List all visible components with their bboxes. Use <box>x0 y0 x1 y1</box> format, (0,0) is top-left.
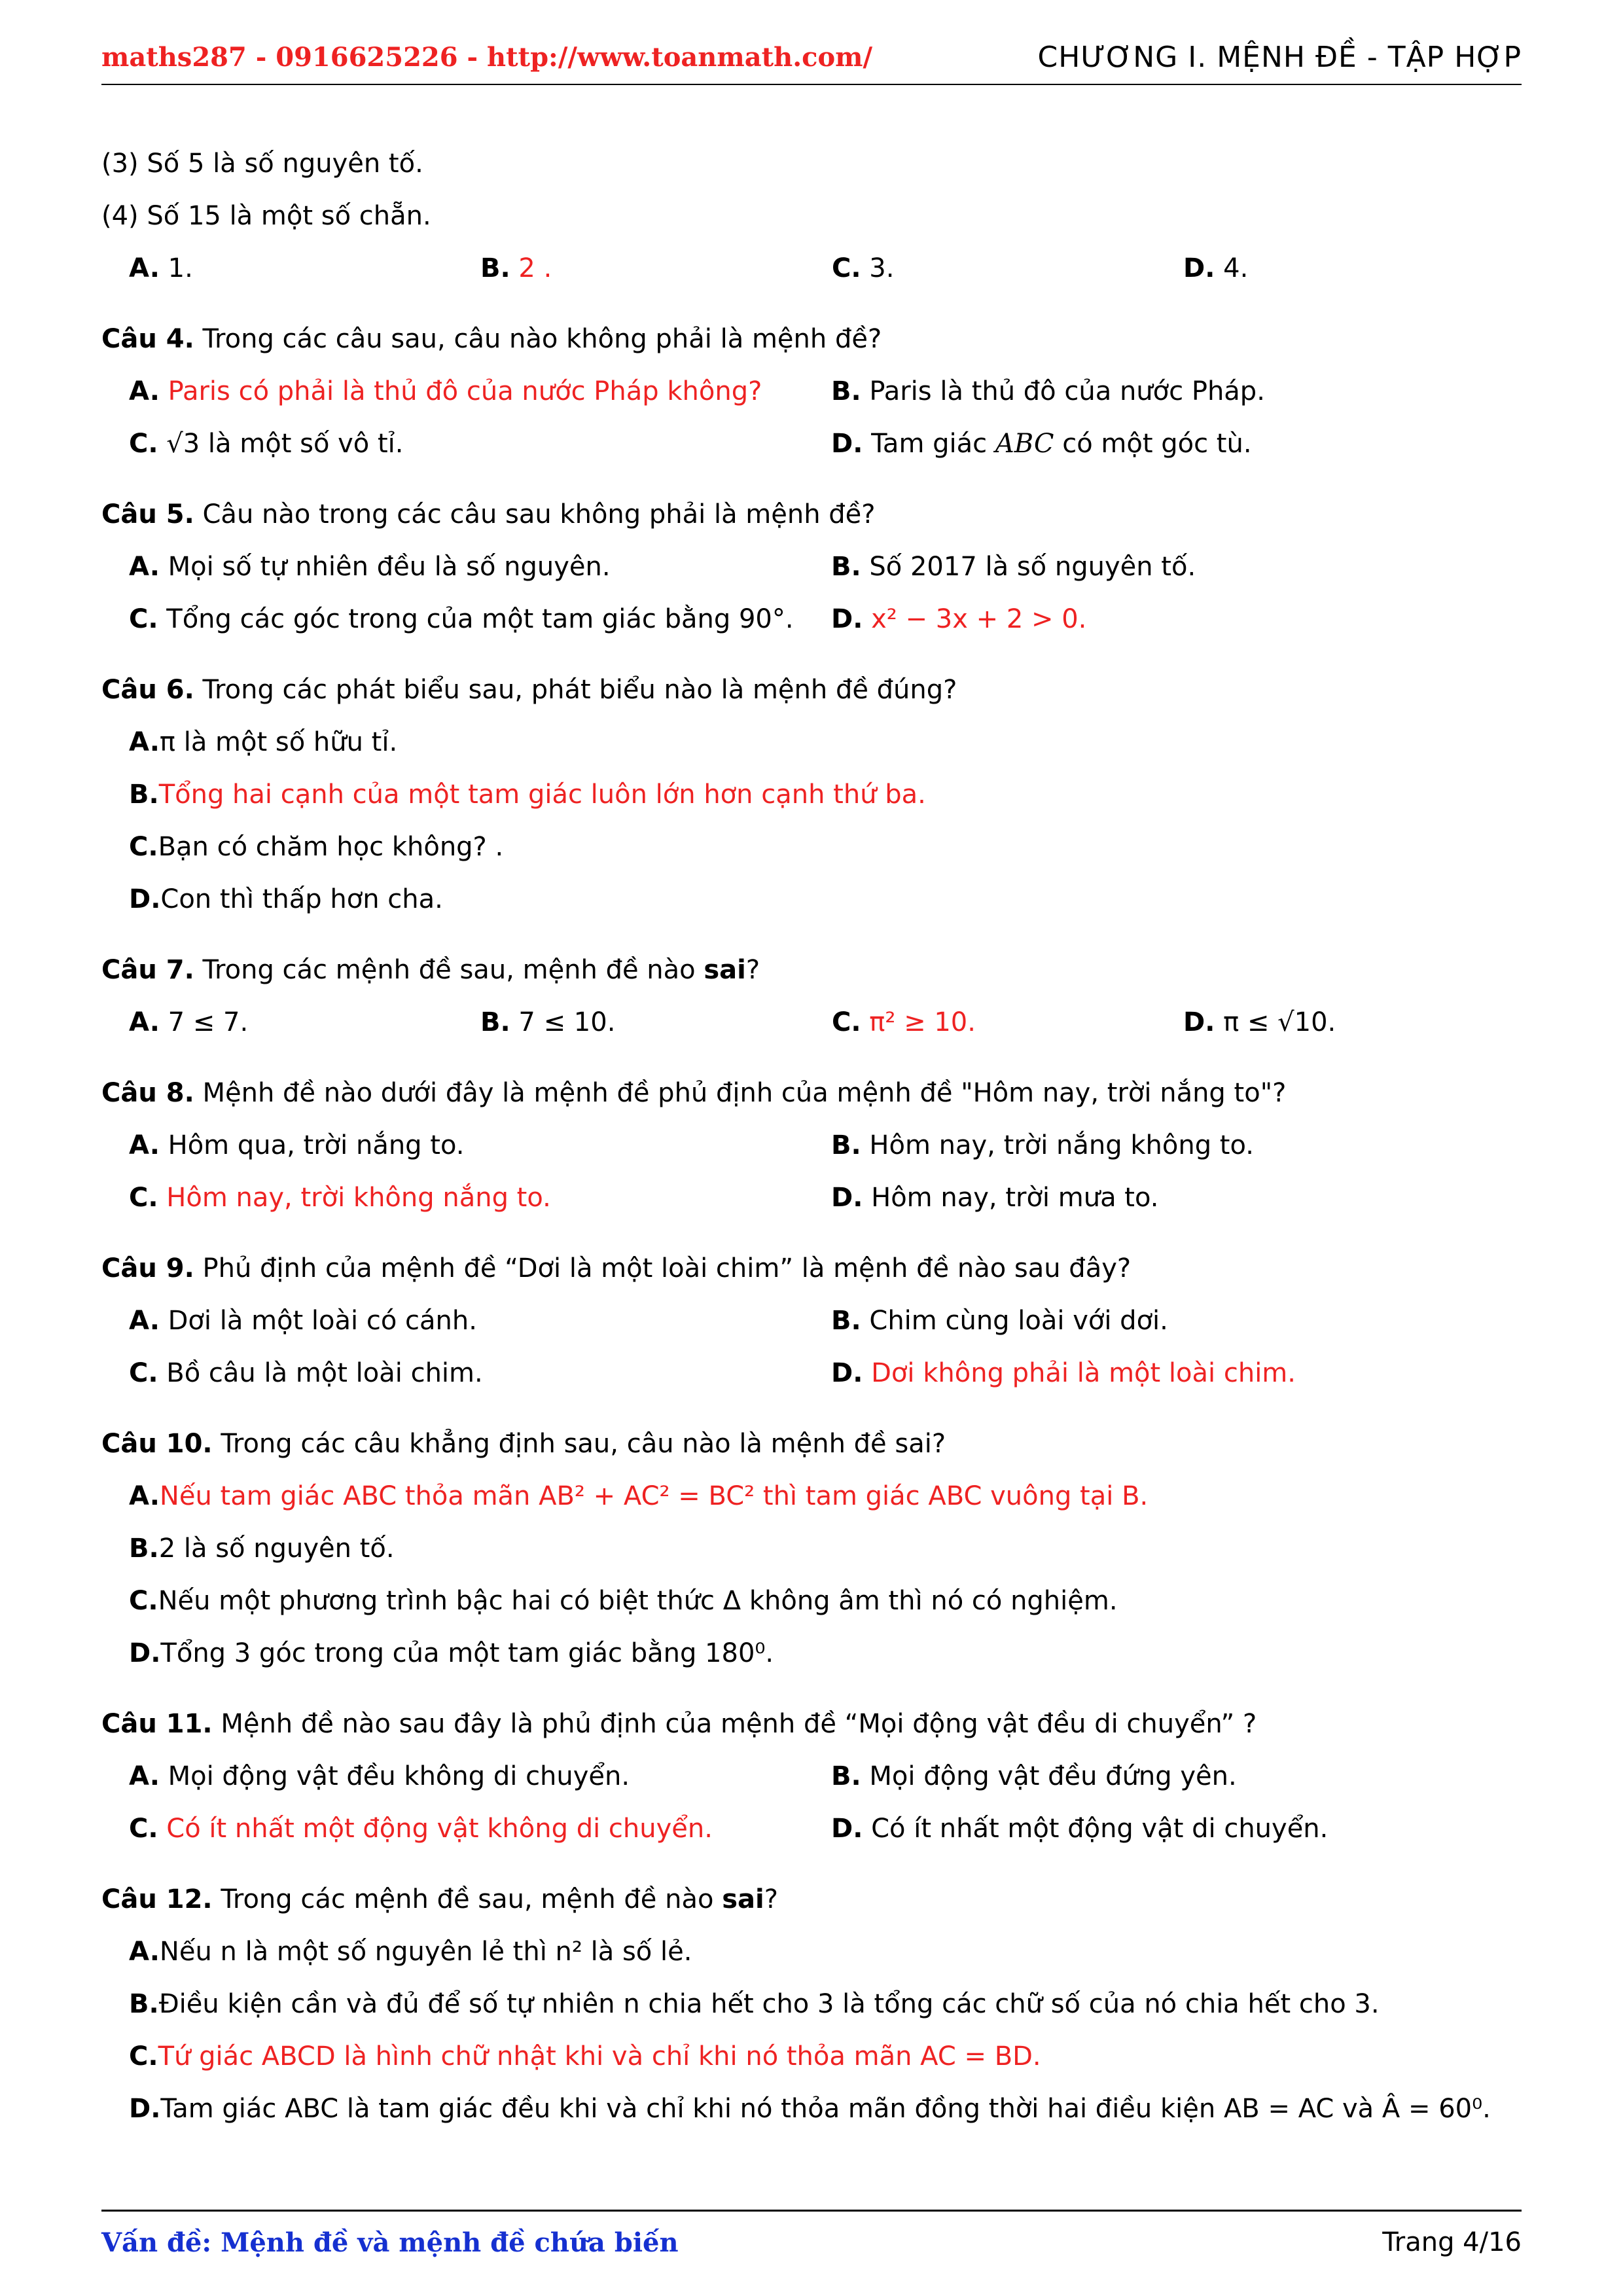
q9-option-b: B. Chim cùng loài với dơi. <box>831 1306 1168 1336</box>
q4-question: Câu 4. Trong các câu sau, câu nào không phải là mệnh đề? <box>101 324 882 354</box>
q6-option-a: A. π là một số hữu tỉ. <box>129 727 398 757</box>
q7-option-b: B. 7 ≤ 10. <box>480 1007 616 1037</box>
header-chapter: CHƯƠNG I. MỆNH ĐỀ - TẬP HỢP <box>1037 41 1522 74</box>
q3-option-c: C. 3. <box>832 253 895 283</box>
q7-question: Câu 7. Trong các mệnh đề sau, mệnh đề nào sai? <box>101 955 760 985</box>
q10-option-c: C. Nếu một phương trình bậc hai có biệt thức Δ không âm thì nó có nghiệm. <box>129 1586 1118 1616</box>
q11-question: Câu 11. Mệnh đề nào sau đây là phủ định của mệnh đề “Mọi động vật đều di chuyển” ? <box>101 1709 1257 1739</box>
q10-option-d: D. Tổng 3 góc trong của một tam giác bằng 180⁰. <box>129 1638 774 1668</box>
page-content <box>101 137 1522 2135</box>
q11-options-row1 <box>101 1750 1522 1803</box>
q7-option-c: C. π² ≥ 10. <box>832 1007 976 1037</box>
q4-option-b: B. Paris là thủ đô của nước Pháp. <box>831 376 1265 406</box>
q7-options <box>101 996 1522 1049</box>
q7-option-a: A. 7 ≤ 7. <box>129 1007 249 1037</box>
q4-options-row2 <box>101 418 1522 470</box>
q12-option-a: A. Nếu n là một số nguyên lẻ thì n² là số lẻ. <box>129 1937 692 1967</box>
q3-options <box>101 242 1522 295</box>
q12-question: Câu 12. Trong các mệnh đề sau, mệnh đề nào sai? <box>101 1884 778 1914</box>
q5-question: Câu 5. Câu nào trong các câu sau không phải là mệnh đề? <box>101 499 876 529</box>
q9-options-row2 <box>101 1347 1522 1399</box>
q12-option-d: D. Tam giác ABC là tam giác đều khi và chỉ khi nó thỏa mãn đồng thời hai điều kiện AB = AC và Â = 60⁰. <box>129 2094 1491 2124</box>
q8-options-row2 <box>101 1172 1522 1224</box>
q11-option-d: D. Có ít nhất một động vật di chuyển. <box>831 1814 1329 1844</box>
q9-question: Câu 9. Phủ định của mệnh đề “Dơi là một loài chim” là mệnh đề nào sau đây? <box>101 1253 1132 1283</box>
header-source: maths287 - 0916625226 - http://www.toanmath.com/ <box>101 42 873 73</box>
q4-option-d: D. Tam giác ABC có một góc tù. <box>831 429 1252 459</box>
q5-option-c: C. Tổng các góc trong của một tam giác bằng 90°. <box>129 604 794 634</box>
q3-option-d: D. 4. <box>1183 253 1249 283</box>
page-footer <box>101 2210 1522 2264</box>
q4-option-c: C. √3 là một số vô tỉ. <box>129 429 404 459</box>
page-number: Trang 4/16 <box>1382 2227 1522 2257</box>
q5-option-a: A. Mọi số tự nhiên đều là số nguyên. <box>129 552 611 582</box>
q3-option-b: B. 2 . <box>480 253 552 283</box>
statement-3: (3) Số 5 là số nguyên tố. <box>101 149 423 179</box>
q9-option-d: D. Dơi không phải là một loài chim. <box>831 1358 1296 1388</box>
statement-4: (4) Số 15 là một số chẵn. <box>101 201 431 231</box>
q8-options-row1 <box>101 1119 1522 1172</box>
q11-option-a: A. Mọi động vật đều không di chuyển. <box>129 1761 630 1791</box>
q8-option-a: A. Hôm qua, trời nắng to. <box>129 1130 465 1160</box>
q9-options-row1 <box>101 1295 1522 1347</box>
q5-options-row2 <box>101 593 1522 645</box>
q8-question: Câu 8. Mệnh đề nào dưới đây là mệnh đề phủ định của mệnh đề "Hôm nay, trời nắng to"? <box>101 1078 1287 1108</box>
q12-option-b: B. Điều kiện cần và đủ để số tự nhiên n chia hết cho 3 là tổng các chữ số của nó chia hết cho 3. <box>129 1989 1380 2019</box>
q12-option-c: C. Tứ giác ABCD là hình chữ nhật khi và chỉ khi nó thỏa mãn AC = BD. <box>129 2041 1041 2072</box>
page-header <box>101 38 1522 85</box>
q6-option-b: B. Tổng hai cạnh của một tam giác luôn lớn hơn cạnh thứ ba. <box>129 780 926 810</box>
q8-option-b: B. Hôm nay, trời nắng không to. <box>831 1130 1254 1160</box>
q5-option-b: B. Số 2017 là số nguyên tố. <box>831 552 1196 582</box>
q6-option-c: C. Bạn có chăm học không? . <box>129 832 504 862</box>
q10-option-a: A. Nếu tam giác ABC thỏa mãn AB² + AC² = BC² thì tam giác ABC vuông tại B. <box>129 1481 1149 1511</box>
q11-options-row2 <box>101 1803 1522 1855</box>
q6-option-d: D. Con thì thấp hơn cha. <box>129 884 443 914</box>
q6-question: Câu 6. Trong các phát biểu sau, phát biểu nào là mệnh đề đúng? <box>101 675 957 705</box>
q10-question: Câu 10. Trong các câu khẳng định sau, câu nào là mệnh đề sai? <box>101 1429 946 1459</box>
q10-option-b: B. 2 là số nguyên tố. <box>129 1534 395 1564</box>
q7-option-d: D. π ≤ √10. <box>1183 1007 1336 1037</box>
q11-option-c: C. Có ít nhất một động vật không di chuyển. <box>129 1814 713 1844</box>
q8-option-c: C. Hôm nay, trời không nắng to. <box>129 1183 551 1213</box>
q9-option-a: A. Dơi là một loài có cánh. <box>129 1306 477 1336</box>
q9-option-c: C. Bồ câu là một loài chim. <box>129 1358 483 1388</box>
q5-options-row1 <box>101 541 1522 593</box>
q3-option-a: A. 1. <box>129 253 193 283</box>
q11-option-b: B. Mọi động vật đều đứng yên. <box>831 1761 1237 1791</box>
q4-options-row1 <box>101 365 1522 418</box>
footer-topic: Vấn đề: Mệnh đề và mệnh đề chứa biến <box>101 2227 679 2258</box>
q4-option-a: A. Paris có phải là thủ đô của nước Pháp không? <box>129 376 762 406</box>
q8-option-d: D. Hôm nay, trời mưa to. <box>831 1183 1159 1213</box>
q5-option-d: D. x² − 3x + 2 > 0. <box>831 604 1087 634</box>
